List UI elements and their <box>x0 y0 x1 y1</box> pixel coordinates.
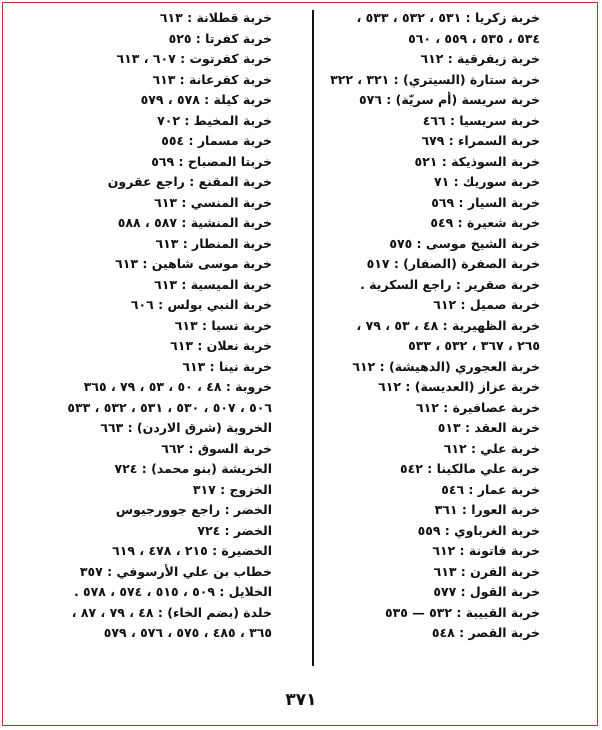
index-entry: خربة العجوري (الدهيشة) : ٦١٢ <box>352 358 540 374</box>
index-entry: ٥٠٦ ، ٥٠٧ ، ٥٣٠ ، ٥٣١ ، ٥٣٢ ، ٥٣٣ <box>67 399 272 415</box>
index-entry: خربة العورا : ٣٦١ <box>434 502 540 517</box>
index-entry: خربة زكريا : ٥٣١ ، ٥٣٢ ، ٥٣٣ ، <box>356 10 540 25</box>
index-entry: خربة نسيا : ٦١٣ <box>174 317 272 333</box>
index-entry: الخزوج : ٣١٧ <box>192 481 272 497</box>
index-entry: الخروبة (شرق الاردن) : ٦٦٣ <box>100 420 272 435</box>
index-entry: خربة عزاز (العديسة) : ٦١٢ <box>378 379 540 394</box>
index-entry: خربة صقرير : راجع السكرية . <box>360 276 540 292</box>
index-column-left <box>18 8 272 644</box>
index-entry: ٣٦٥ ، ٤٨٥ ، ٥٧٥ ، ٥٧٦ ، ٥٧٩ <box>103 625 272 640</box>
index-entry: خربة عصافيرة : ٦١٢ <box>416 399 540 415</box>
index-entry: خربة الشيخ موسى : ٥٧٥ <box>389 235 540 251</box>
index-entry: خربة المنسي : ٦١٣ <box>154 194 272 210</box>
index-entry: خربة كفرعانة : ٦١٣ <box>152 71 272 87</box>
index-entry: خربة الصفرة (الصفار) : ٥١٧ <box>366 256 540 271</box>
index-entry: خربتا المصباح : ٥٦٩ <box>151 153 272 169</box>
index-entry: خربة ستارة (السيتري) : ٣٢١ ، ٣٢٢ <box>330 71 540 87</box>
index-entry: خربة نعلان : ٦١٣ <box>170 338 272 353</box>
index-entry: الخضر : ٧٢٤ <box>197 522 272 538</box>
index-entry: خربة السيار : ٥٦٩ <box>431 194 540 210</box>
index-entry: خربة القول : ٥٧٧ <box>433 584 540 599</box>
column-divider <box>312 10 314 666</box>
index-entry: خربة فاتونة : ٦١٢ <box>432 543 540 558</box>
index-entry: خربة علي : ٦١٢ <box>443 440 540 456</box>
index-entry: الخريشة (بنو محمد) : ٧٢٤ <box>114 461 272 476</box>
index-entry: خربة القبيبة : ٥٣٢ — ٥٣٥ <box>385 604 540 620</box>
index-entry: خربة المنشية : ٥٨٧ ، ٥٨٨ <box>117 215 272 230</box>
index-entry: خربة الميسية : ٦١٣ <box>154 276 272 292</box>
index-entry: خربة المنطار : ٦١٣ <box>155 235 272 251</box>
index-entry: خربة موسى شاهين : ٦١٣ <box>115 256 272 271</box>
index-entry: الخلايل : ٥٠٩ ، ٥١٥ ، ٥٧٤ ، ٥٧٨ . <box>73 584 272 599</box>
index-entry: الخضيرة : ٢١٥ ، ٤٧٨ ، ٦١٩ <box>112 543 272 558</box>
index-entry: خربة صميل : ٦١٢ <box>433 297 540 312</box>
index-entry: خربة سريسة (أم سريّة) : ٥٧٦ <box>359 92 540 107</box>
index-entry: خربة النبي بولس : ٦٠٦ <box>130 297 272 312</box>
index-entry: خربة نينا : ٦١٣ <box>182 358 272 374</box>
index-entry: خربة القصر : ٥٤٨ <box>431 625 540 640</box>
index-entry: خربة شعيرة : ٥٤٩ <box>430 215 540 230</box>
index-entry: خروبة : ٤٨ ، ٥٠ ، ٥٣ ، ٧٩ ، ٣٦٥ <box>83 379 272 394</box>
index-entry: خطاب بن علي الأرسوفي : ٣٥٧ <box>79 563 272 579</box>
index-entry: خربة سريسيا : ٤٦٦ <box>422 112 540 128</box>
page-number: ٣٧١ <box>285 690 317 710</box>
index-column-right <box>294 8 540 644</box>
index-entry: خربة المقنع : راجع عقرون <box>107 174 272 189</box>
index-entry: خلدة (بضم الخاء) : ٤٨ ، ٧٩ ، ٨٧ ، <box>71 604 272 620</box>
index-entry: خربة السوذيكة : ٥٢١ <box>414 153 540 169</box>
index-entry: خربة زيفرقية : ٦١٢ <box>420 51 540 66</box>
index-entry: خربة مسمار : ٥٥٤ <box>161 133 272 148</box>
index-entry: خربة الغرباوي : ٥٥٩ <box>417 522 540 538</box>
index-entry: ٥٣٤ ، ٥٣٥ ، ٥٥٩ ، ٥٦٠ <box>408 30 540 46</box>
index-entry: خربة العقد : ٥١٣ <box>437 420 540 435</box>
index-entry: خربة كفرتوت : ٦٠٧ ، ٦١٣ <box>116 51 272 66</box>
index-entry: ٢٦٥ ، ٣٦٧ ، ٥٣٢ ، ٥٣٣ <box>408 338 540 353</box>
index-entry: خربة سوريك : ٧١ <box>433 174 540 189</box>
index-entry: الخضر : راجع جوورجيوس <box>115 502 272 517</box>
index-entry: خربة علي مالكينا : ٥٤٢ <box>400 461 540 476</box>
index-entry: خربة الفرن : ٦١٣ <box>433 563 540 579</box>
index-entry: خربة كيلة : ٥٧٨ ، ٥٧٩ <box>140 92 272 107</box>
index-entry: خربة عمار : ٥٤٦ <box>441 481 540 497</box>
index-entry: خربة السوق : ٦٦٢ <box>161 440 272 456</box>
index-entry: خربة قطلانة : ٦١٣ <box>159 10 272 25</box>
index-entry: خربة المخيط : ٧٠٢ <box>157 112 272 128</box>
index-entry: خربة السمراء : ٦٧٩ <box>421 133 540 148</box>
index-entry: خربة كفرتا : ٥٢٥ <box>168 30 272 46</box>
index-entry: خربة الظهيرية : ٤٨ ، ٥٣ ، ٧٩ ، <box>356 317 540 333</box>
